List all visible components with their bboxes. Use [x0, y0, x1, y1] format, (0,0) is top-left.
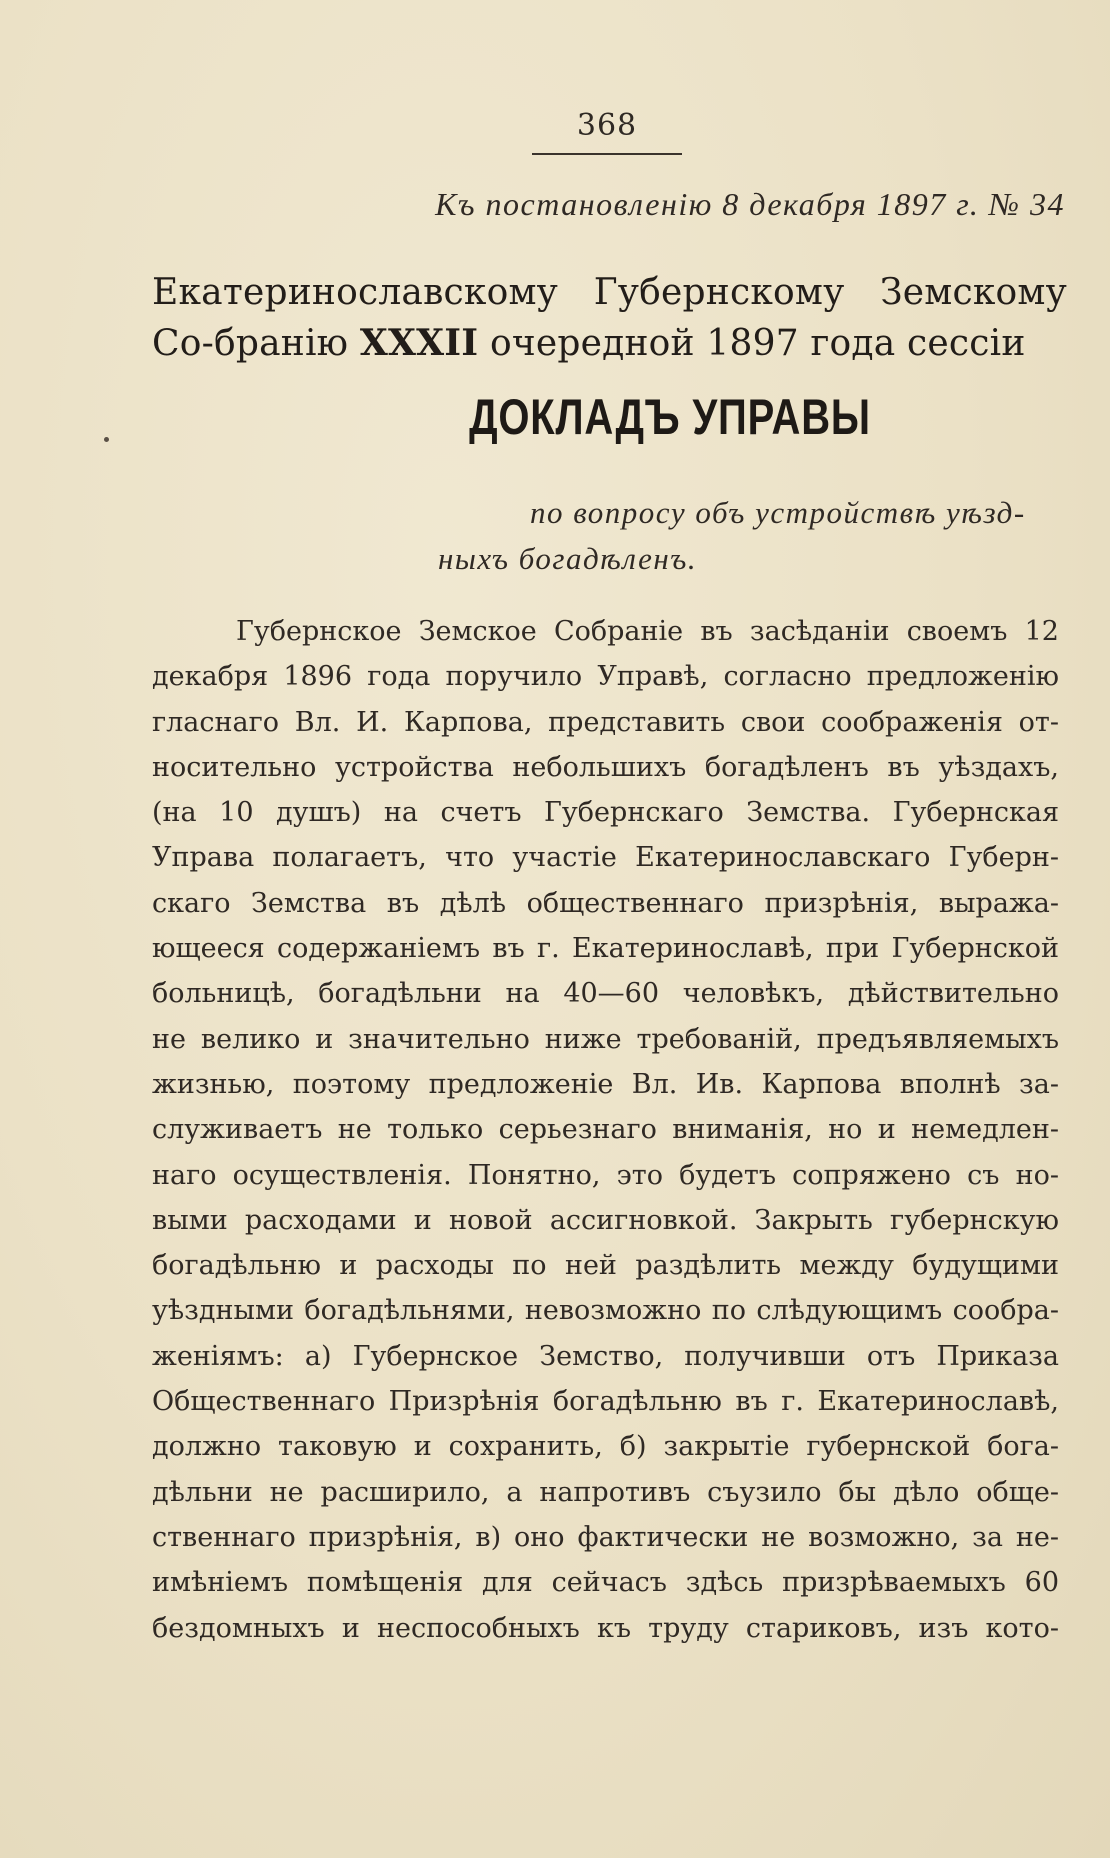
body-line: ственнаго призрѣнія, в) оно фактически не возможно, за не-	[152, 1521, 1059, 1553]
resolution-reference: Къ постановленію 8 декабря 1897 г. № 34	[435, 186, 1065, 222]
paper-speck	[104, 437, 109, 442]
report-subject	[438, 490, 1065, 582]
body-line: Общественнаго Призрѣнія богадѣльню въ г. Екатеринославѣ,	[152, 1386, 1059, 1418]
body-line: декабря 1896 года поручило Управѣ, согласно предложенію	[152, 661, 1059, 693]
subject-line-1: по вопросу объ устройствѣ уѣзд-	[530, 495, 1026, 530]
body-line: богадѣльню и расходы по ней раздѣлить между будущими	[152, 1250, 1059, 1282]
body-line: бездомныхъ и неспособныхъ къ труду стариковъ, изъ кото-	[152, 1612, 1059, 1644]
body-line: служиваетъ не только серьезнаго вниманія, но и немедлен-	[152, 1114, 1059, 1146]
body-line: больницѣ, богадѣльни на 40—60 человѣкъ, дѣйствительно	[152, 978, 1059, 1010]
page-number-rule	[532, 153, 682, 155]
body-line: ющееся содержаніемъ въ г. Екатеринославѣ, при Губернской	[152, 933, 1059, 965]
body-line: женіямъ: а) Губернское Земство, получивши отъ Приказа	[152, 1340, 1059, 1372]
body-line: Управа полагаетъ, что участіе Екатеринославскаго Губерн-	[152, 842, 1059, 874]
body-line: наго осуществленія. Понятно, это будетъ сопряжено съ но-	[152, 1159, 1059, 1191]
body-line: носительно устройства небольшихъ богадѣленъ въ уѣздахъ,	[152, 751, 1059, 783]
session-numeral: XXXII	[359, 322, 479, 364]
body-line: жизнью, поэтому предложеніе Вл. Ив. Карпова вполнѣ за-	[152, 1068, 1059, 1100]
body-line: имѣніемъ помѣщенія для сейчасъ здѣсь призрѣваемыхъ 60	[152, 1567, 1059, 1599]
subject-line-2: ныхъ богадѣленъ.	[438, 541, 698, 576]
page-number: 368	[576, 108, 638, 143]
heading-text-after: очередной 1897 года сессіи	[478, 323, 1026, 364]
heading-text-before: Екатеринославскому Губернскому Земскому Со-бранію	[152, 272, 1067, 364]
report-title: ДОКЛАДЪ УПРАВЫ	[469, 389, 871, 445]
addressee-heading	[152, 268, 1067, 369]
body-line: дѣльни не расширило, а напротивъ съузило бы дѣло обще-	[152, 1476, 1059, 1508]
report-body	[152, 609, 1059, 1651]
body-line: Губернское Земское Собраніе въ засѣданіи своемъ 12	[236, 616, 1059, 647]
body-line: скаго Земства въ дѣлѣ общественнаго призрѣнія, выража-	[152, 887, 1059, 919]
body-line: гласнаго Вл. И. Карпова, представить свои соображенія от-	[152, 706, 1059, 738]
body-line: не велико и значительно ниже требованій, предъявляемыхъ	[152, 1023, 1059, 1055]
body-line: должно таковую и сохранить, б) закрытіе губернской бога-	[152, 1431, 1059, 1463]
body-line: выми расходами и новой ассигновкой. Закрыть губернскую	[152, 1204, 1059, 1236]
body-line: (на 10 душъ) на счетъ Губернскаго Земства. Губернская	[152, 797, 1059, 829]
body-line: уѣздными богадѣльнями, невозможно по слѣдующимъ сообра-	[152, 1295, 1059, 1327]
